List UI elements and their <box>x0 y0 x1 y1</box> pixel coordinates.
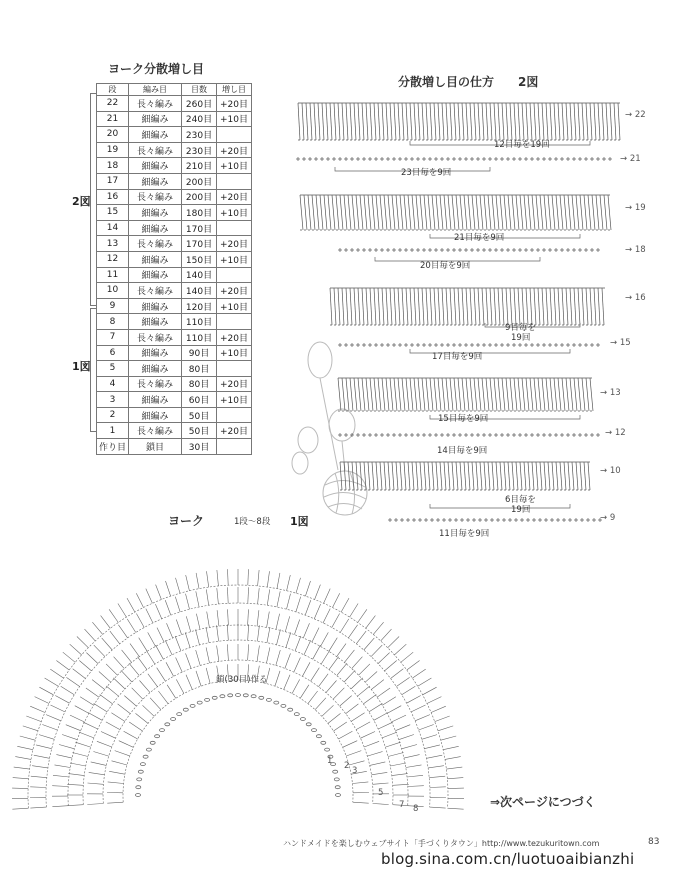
table-cell: +10目 <box>217 111 252 127</box>
table-row <box>97 236 252 252</box>
yoke-round <box>12 569 464 809</box>
yoke-arc-diagram <box>0 520 470 820</box>
table-cell <box>217 314 252 330</box>
row-number-label: → 22 <box>625 110 646 120</box>
table-cell: 150目 <box>182 251 217 267</box>
table-header: 目数 <box>182 84 217 96</box>
table-cell: 8 <box>97 314 129 330</box>
row-number-label: → 10 <box>600 466 621 476</box>
table-row <box>97 361 252 377</box>
increase-table <box>96 83 252 455</box>
tall-stitch-row <box>298 103 620 140</box>
table-cell: 細編み <box>129 158 182 174</box>
table-cell: +10目 <box>217 251 252 267</box>
table-cell: 60目 <box>182 392 217 408</box>
table-row <box>97 267 252 283</box>
table-row <box>97 314 252 330</box>
arc-row-label: 5 <box>378 788 384 798</box>
table-cell: 140目 <box>182 267 217 283</box>
note-row-9: 11目毎を9回 <box>439 529 490 539</box>
table-cell: 210目 <box>182 158 217 174</box>
note-row-22: 12目毎を19回 <box>494 140 550 150</box>
note-row-10a: 6目毎を <box>505 495 536 505</box>
table-cell: 90目 <box>182 345 217 361</box>
table-cell: +20目 <box>217 189 252 205</box>
table-cell: 180目 <box>182 205 217 221</box>
row-number-label: → 16 <box>625 293 646 303</box>
table-cell <box>217 407 252 423</box>
table-cell: 細編み <box>129 220 182 236</box>
table-cell: 5 <box>97 361 129 377</box>
table-row <box>97 158 252 174</box>
table-cell: 50目 <box>182 407 217 423</box>
table-cell: 10 <box>97 283 129 299</box>
table-cell: +20目 <box>217 142 252 158</box>
note-row-16b: 19回 <box>511 333 531 343</box>
table-cell: 作り目 <box>97 439 129 455</box>
single-crochet-row <box>338 343 600 347</box>
table-cell: 長々編み <box>129 96 182 112</box>
row-number-label: → 15 <box>610 338 631 348</box>
table-cell: 17 <box>97 173 129 189</box>
table-cell: 細編み <box>129 173 182 189</box>
table-cell: 長々編み <box>129 142 182 158</box>
table-cell: 170目 <box>182 236 217 252</box>
table-cell: 細編み <box>129 345 182 361</box>
tall-stitch-row <box>338 378 593 411</box>
row-number-label: → 21 <box>620 154 641 164</box>
table-row <box>97 142 252 158</box>
table-cell: 120目 <box>182 298 217 314</box>
group-label-1: 1図 <box>72 360 91 373</box>
table-cell: 80目 <box>182 361 217 377</box>
table-header: 段 <box>97 84 129 96</box>
table-cell: 細編み <box>129 267 182 283</box>
table-cell: 200目 <box>182 173 217 189</box>
table-cell: 長々編み <box>129 329 182 345</box>
table-cell: 長々編み <box>129 376 182 392</box>
note-row-10b: 19回 <box>511 505 531 515</box>
table-cell: +20目 <box>217 236 252 252</box>
table-cell <box>217 439 252 455</box>
distributed-increase-diagram <box>280 95 680 545</box>
arc-row-label: 8 <box>413 804 419 814</box>
table-row <box>97 96 252 112</box>
tall-stitch-row <box>300 195 611 230</box>
table-cell <box>217 127 252 143</box>
table-cell: 260目 <box>182 96 217 112</box>
table-cell: 12 <box>97 251 129 267</box>
table-cell: 13 <box>97 236 129 252</box>
table-cell: 細編み <box>129 205 182 221</box>
table-cell: 細編み <box>129 251 182 267</box>
foundation-chain <box>136 694 341 797</box>
note-row-19: 21目毎を9回 <box>454 233 505 243</box>
note-row-15: 17目毎を9回 <box>432 352 483 362</box>
table-cell: 140目 <box>182 283 217 299</box>
table-cell: +20目 <box>217 283 252 299</box>
single-crochet-row <box>338 433 600 437</box>
table-cell: 6 <box>97 345 129 361</box>
arc-row-label: 2 <box>344 761 350 771</box>
table-cell: 230目 <box>182 127 217 143</box>
table-cell: 細編み <box>129 127 182 143</box>
table-cell: 200目 <box>182 189 217 205</box>
table-row <box>97 127 252 143</box>
table-cell: 22 <box>97 96 129 112</box>
table-cell: +20目 <box>217 376 252 392</box>
table-cell: 9 <box>97 298 129 314</box>
table-row <box>97 283 252 299</box>
table-cell: 11 <box>97 267 129 283</box>
table-cell: 7 <box>97 329 129 345</box>
table-cell: +10目 <box>217 205 252 221</box>
table-row <box>97 345 252 361</box>
table-cell <box>217 267 252 283</box>
table-cell: 21 <box>97 111 129 127</box>
row-number-label: → 19 <box>625 203 646 213</box>
footer-text: ハンドメイドを楽しむウェブサイト「手づくりタウン」http://www.tezukuritown.com <box>283 839 600 848</box>
table-cell: 110目 <box>182 329 217 345</box>
table-cell: 80目 <box>182 376 217 392</box>
table-cell: +20目 <box>217 423 252 439</box>
table-header: 編み目 <box>129 84 182 96</box>
arc-row-label: 7 <box>399 800 405 810</box>
table-cell: 50目 <box>182 423 217 439</box>
table-row <box>97 439 252 455</box>
table-row <box>97 376 252 392</box>
yoke-range: 1段〜8段 <box>234 517 271 527</box>
table-cell: +10目 <box>217 158 252 174</box>
yoke-title: ヨーク <box>168 514 205 528</box>
row-number-label: → 12 <box>605 428 626 438</box>
table-cell: 15 <box>97 205 129 221</box>
yoke-fig-label: 1図 <box>290 515 309 528</box>
table-row <box>97 189 252 205</box>
note-row-18: 20目毎を9回 <box>420 261 471 271</box>
table-cell: 110目 <box>182 314 217 330</box>
row-number-label: → 13 <box>600 388 621 398</box>
table-cell: 長々編み <box>129 236 182 252</box>
table-cell <box>217 173 252 189</box>
tall-stitch-row <box>330 288 605 325</box>
table-cell: 細編み <box>129 361 182 377</box>
single-crochet-row <box>338 248 600 252</box>
table-cell: 長々編み <box>129 189 182 205</box>
page-number: 83 <box>648 837 660 847</box>
table-cell <box>217 361 252 377</box>
table-cell: +20目 <box>217 329 252 345</box>
group-label-2: 2図 <box>72 195 91 208</box>
table-cell: 細編み <box>129 111 182 127</box>
table-row <box>97 329 252 345</box>
repeat-bracket <box>430 504 570 508</box>
table-row <box>97 111 252 127</box>
table-cell: 鎖目 <box>129 439 182 455</box>
table-title: ヨーク分散増し目 <box>108 62 205 76</box>
method-fig-label: 2図 <box>518 75 539 89</box>
tall-stitch-row <box>340 462 590 490</box>
table-cell: 20 <box>97 127 129 143</box>
single-crochet-row <box>296 157 612 161</box>
table-row <box>97 220 252 236</box>
arc-row-label: 3 <box>352 766 358 776</box>
table-cell: 2 <box>97 407 129 423</box>
table-cell: 1 <box>97 423 129 439</box>
note-row-21: 23目毎を9回 <box>401 168 452 178</box>
table-row <box>97 251 252 267</box>
yarn-ball-illustration <box>292 342 367 515</box>
table-row <box>97 407 252 423</box>
table-cell: 長々編み <box>129 423 182 439</box>
method-title: 分散増し目の仕方 <box>398 75 495 89</box>
table-cell: 3 <box>97 392 129 408</box>
table-cell: 細編み <box>129 298 182 314</box>
table-cell: 細編み <box>129 392 182 408</box>
table-row <box>97 173 252 189</box>
table-cell: 4 <box>97 376 129 392</box>
table-cell: 16 <box>97 189 129 205</box>
table-cell: +10目 <box>217 345 252 361</box>
table-row <box>97 298 252 314</box>
blog-watermark: blog.sina.com.cn/luotuoaibianzhi <box>381 850 635 868</box>
chain-label: 鎖(30目)作る <box>216 675 268 685</box>
note-row-12: 14目毎を9回 <box>437 446 488 456</box>
table-row <box>97 423 252 439</box>
note-row-16a: 9目毎を <box>505 323 536 333</box>
table-cell: 19 <box>97 142 129 158</box>
table-row <box>97 392 252 408</box>
continue-note: ⇒次ページにつづく <box>490 795 596 809</box>
table-cell: 細編み <box>129 407 182 423</box>
table-cell: 230目 <box>182 142 217 158</box>
row-number-label: → 18 <box>625 245 646 255</box>
table-row <box>97 205 252 221</box>
table-cell: 170目 <box>182 220 217 236</box>
table-header-row <box>97 84 252 96</box>
table-cell: +20目 <box>217 96 252 112</box>
table-cell: 14 <box>97 220 129 236</box>
note-row-13: 15目毎を9回 <box>438 414 489 424</box>
row-number-label: → 9 <box>600 513 616 523</box>
table-cell: +10目 <box>217 392 252 408</box>
table-cell <box>217 220 252 236</box>
table-cell: 細編み <box>129 314 182 330</box>
table-cell: 18 <box>97 158 129 174</box>
table-cell: 30目 <box>182 439 217 455</box>
table-cell: 240目 <box>182 111 217 127</box>
arc-row-label: 1 <box>327 756 333 766</box>
table-cell: +10目 <box>217 298 252 314</box>
table-cell: 長々編み <box>129 283 182 299</box>
repeat-bracket <box>430 234 580 238</box>
table-header: 増し目 <box>217 84 252 96</box>
